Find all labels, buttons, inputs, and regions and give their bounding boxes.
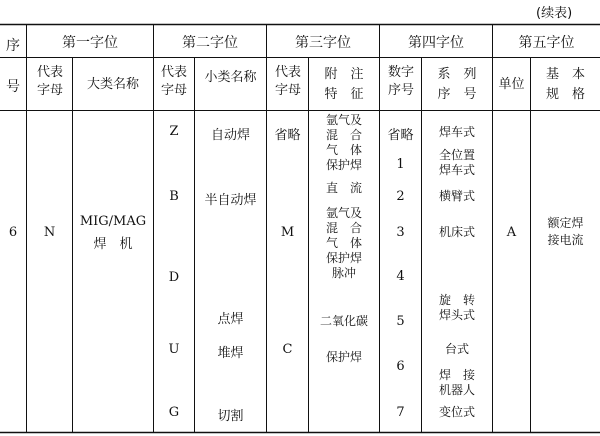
pos4-number: 6 [396,359,405,374]
pos3-feature-line: 脉冲 [331,266,356,280]
pos3-feature-line: 混 合 [325,128,362,142]
pos3-feature-line: 保护焊 [325,158,362,172]
pos3-code: C [282,342,293,357]
header-seq-top: 序 [6,38,20,54]
pos4-series-line: 变位式 [438,405,475,419]
pos4-series-line: 旋 转 [438,293,475,307]
continued-note: (续表) [536,6,573,21]
header-basic-2: 规 格 [545,87,585,102]
header-basic-1: 基 本 [545,67,585,82]
pos3-feature-line: 气 体 [325,236,362,250]
header-pos3: 第三字位 [295,35,351,51]
header-code2: 代表字母 [160,65,187,98]
pos2-name: 自动焊 [210,128,250,143]
pos3-feature-line: 混 合 [325,221,362,235]
pos4-series-line: 焊 接 [438,368,475,382]
header-seq-bottom: 号 [6,79,20,95]
pos3-feature-line: 气 体 [325,143,362,157]
pos2-code: G [168,405,180,420]
pos4-series-line: 机床式 [438,225,475,239]
pos4-series-line: 机器人 [438,383,475,397]
header-pos2: 第二字位 [182,35,238,51]
header-features-2: 特 征 [324,87,364,102]
pos2-code: U [168,342,180,357]
pos2-code: D [168,270,180,285]
header-pos5: 第五字位 [518,35,575,51]
pos2-code: B [169,189,179,204]
pos2-code: Z [169,124,179,139]
pos4-series-line: 台式 [444,342,469,356]
row-major-name-1: MIG/MAG [79,214,147,229]
pos3-feature-line: 保护焊 [325,350,362,364]
pos2-name: 点焊 [217,312,244,327]
row-basic-spec-2: 接电流 [547,233,584,247]
pos4-series-line: 横臂式 [438,189,475,203]
row-basic-spec-1: 额定焊 [547,216,584,230]
pos4-series-line: 焊车式 [438,163,475,177]
pos4-number: 省略 [387,128,414,143]
pos2-name: 切割 [217,409,244,424]
row-seq: 6 [8,225,18,240]
pos3-feature-line: 氩气及 [325,113,362,127]
header-features-1: 附 注 [324,67,364,82]
header-seq-number: 数字序号 [387,65,414,98]
pos4-number: 7 [396,405,405,420]
row-code1: N [43,225,56,240]
header-unit: 单位 [498,77,525,92]
pos4-series-line: 焊车式 [438,125,475,139]
pos4-number: 5 [396,314,405,329]
pos4-series-line: 全位置 [438,148,475,162]
header-series-2: 序 号 [437,87,477,102]
pos2-name: 堆焊 [217,346,244,361]
pos3-feature-line: 二氧化碳 [319,314,368,328]
header-pos4: 第四字位 [408,35,464,51]
header-code3: 代表字母 [274,65,301,98]
pos4-number: 1 [396,157,405,172]
row-unit: A [506,225,517,240]
header-series-1: 系 列 [437,67,477,82]
pos3-feature-line: 直 流 [325,181,362,195]
pos3-code: 省略 [274,128,301,143]
pos2-name: 半自动焊 [204,193,257,208]
header-major-name: 大类名称 [86,77,139,92]
pos4-number: 3 [396,225,405,240]
header-minor-name: 小类名称 [204,70,257,85]
pos3-feature-line: 保护焊 [325,251,362,265]
pos4-number: 4 [396,269,405,284]
pos3-code: M [280,225,295,240]
pos4-series-line: 焊头式 [438,308,475,322]
row-major-name-2: 焊 机 [93,237,133,252]
header-code1: 代表字母 [36,65,63,98]
pos3-feature-line: 氩气及 [325,206,362,220]
pos4-number: 2 [396,189,405,204]
header-pos1: 第一字位 [62,35,118,51]
